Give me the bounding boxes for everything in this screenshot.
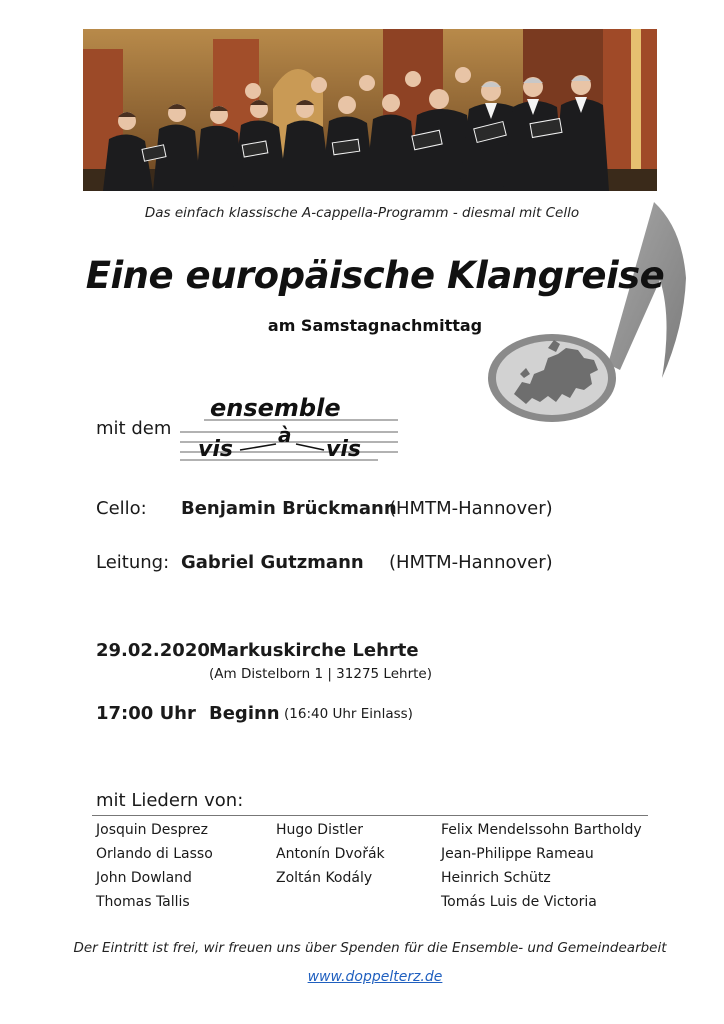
composer-item: Josquin Desprez — [96, 822, 208, 838]
composer-item: Heinrich Schütz — [441, 870, 551, 886]
composer-item: Zoltán Kodály — [276, 870, 373, 886]
event-date: 29.02.2020 — [96, 640, 210, 661]
event-time: 17:00 Uhr — [96, 703, 196, 724]
leitung-institution: (HMTM-Hannover) — [389, 552, 553, 573]
website-link[interactable]: www.doppelterz.de — [307, 969, 443, 985]
logo-word-vis-1: vis — [198, 437, 233, 462]
cello-institution: (HMTM-Hannover) — [389, 498, 553, 519]
composer-item: Jean-Philippe Rameau — [441, 846, 594, 862]
composer-item: Tomás Luis de Victoria — [441, 894, 597, 910]
composer-item: Antonín Dvořák — [276, 846, 385, 862]
music-note-europe-graphic — [486, 198, 690, 430]
ensemble-logo — [178, 394, 400, 466]
event-start-label: Beginn — [209, 703, 280, 724]
ensemble-intro: mit dem — [96, 418, 172, 439]
composer-item: Orlando di Lasso — [96, 846, 213, 862]
event-admission: (16:40 Uhr Einlass) — [284, 706, 413, 722]
leitung-name: Gabriel Gutzmann — [181, 552, 364, 573]
event-venue: Markuskirche Lehrte — [209, 640, 419, 661]
concert-occasion: am Samstagnachmittag — [267, 316, 483, 335]
logo-word-vis-2: vis — [326, 437, 361, 462]
composer-item: John Dowland — [96, 870, 192, 886]
concert-title: Eine europäische Klangreise — [85, 254, 665, 297]
composers-heading: mit Liedern von: — [96, 790, 244, 811]
choir-photo — [83, 29, 657, 191]
composer-item: Felix Mendelssohn Bartholdy — [441, 822, 642, 838]
logo-word-a: à — [278, 423, 292, 447]
event-address: (Am Distelborn 1 | 31275 Lehrte) — [209, 666, 432, 682]
cello-label: Cello: — [96, 498, 147, 519]
cello-name: Benjamin Brückmann — [181, 498, 397, 519]
admission-note: Der Eintritt ist frei, wir freuen uns über Spenden für die Ensemble- und Gemeindearbeit — [73, 940, 667, 956]
leitung-label: Leitung: — [96, 552, 170, 573]
program-subtitle: Das einfach klassische A-cappella-Programm - diesmal mit Cello — [144, 205, 580, 221]
logo-word-ensemble: ensemble — [210, 394, 341, 422]
composers-divider — [92, 815, 648, 816]
composer-item: Hugo Distler — [276, 822, 364, 838]
composer-item: Thomas Tallis — [96, 894, 190, 910]
